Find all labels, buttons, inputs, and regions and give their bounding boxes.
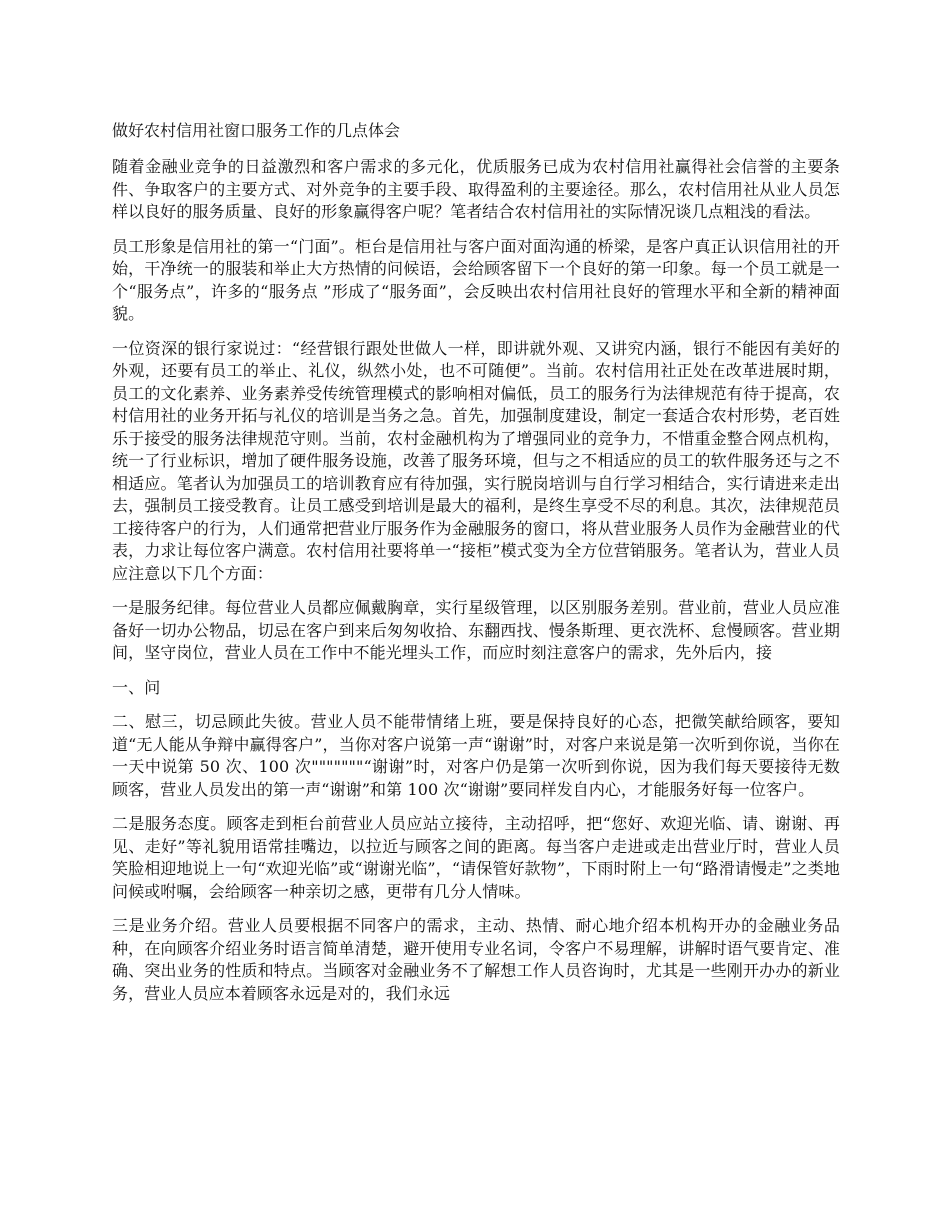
paragraph-service-attitude: 二是服务态度。顾客走到柜台前营业人员应站立接待，主动招呼，把“您好、欢迎光临、请、谢谢、再见、走好”等礼貌用语常挂嘴边，以拉近与顾客之间的距离。每当客户走进或走出营业厅时，营业人员笑脸相迎地说上一句“欢迎光临”或“谢谢光临”，“请保管好款物”，下雨时附上一句“路滑请慢走”之类地问候或咐嘱，会给顾客一种亲切之感，更带有几分人情味。 [112,814,840,901]
paragraph-service-discipline: 一是服务纪律。每位营业人员都应佩戴胸章，实行星级管理，以区别服务差别。营业前，营业人员应准备好一切办公物品，切忌在客户到来后匆匆收拾、东翻西找、慢条斯理、更衣洗杯、怠慢顾客。营业期间，坚守岗位，营业人员在工作中不能光埋头工作，而应时刻注意客户的需求，先外后内，接 [112,598,840,662]
paragraph-intro: 随着金融业竞争的日益激烈和客户需求的多元化，优质服务已成为农村信用社赢得社会信誉的主要条件、争取客户的主要方式、对外竞争的主要手段、取得盈利的主要途径。那么，农村信用社从业人员怎样以良好的服务质量、良好的形象赢得客户呢？笔者结合农村信用社的实际情况谈几点粗浅的看法。 [112,157,840,221]
document-page [112,118,840,1017]
paragraph-banker-quote: 一位资深的银行家说过：“经营银行跟处世做人一样，即讲就外观、又讲究内涵，银行不能因有美好的外观，还要有员工的举止、礼仪，纵然小处，也不可随便”。当前。农村信用社正处在改革进展时期，员工的文化素养、业务素养受传统管理模式的影响相对偏低，员工的服务行为法律规范有待于提高，农村信用社的业务开拓与礼仪的培训是当务之急。首先，加强制度建设，制定一套适合农村形势，老百姓乐于接受的服务法律规范守则。当前，农村金融机构为了增强同业的竞争力，不惜重金整合网点机构，统一了行业标识，增加了硬件服务设施，改善了服务环境，但与之不相适应的员工的软件服务还与之不相适应。笔者认为加强员工的培训教育应有待加强，实行脱岗培训与自行学习相结合，实行请进来走出去，强制员工接受教育。让员工感受到培训是最大的福利，是终生享受不尽的利息。其次，法律规范员工接待客户的行为，人们通常把营业厅服务作为金融服务的窗口，将从营业服务人员作为金融营业的代表，力求让每位客户满意。农村信用社要将单一“接柜”模式变为全方位营销服务。笔者认为，营业人员应注意以下几个方面： [112,338,840,583]
paragraph-mood: 二、慰三，切忌顾此失彼。营业人员不能带情绪上班，要是保持良好的心态，把微笑献给顾客，要知道“无人能从争辩中赢得客户”，当你对客户说第一声“谢谢”时，对客户来说是第一次听到你说，当你在一天中说第 50 次、100 次"""""""“谢谢”时，对客户仍是第一次听到你说，因为我们每天要接待无数顾客，营业人员发出的第一声“谢谢”和第 100 次“谢谢”要同样发自内心，才能服务好每一位客户。 [112,712,840,799]
paragraph-business-intro: 三是业务介绍。营业人员要根据不同客户的需求，主动、热情、耐心地介绍本机构开办的金融业务品种，在向顾客介绍业务时语言简单清楚，避开使用专业名词，令客户不易理解，讲解时语气要肯定、准确、突出业务的性质和特点。当顾客对金融业务不了解想工作人员咨询时，尤其是一些刚开办办的新业务，营业人员应本着顾客永远是对的，我们永远 [112,916,840,1003]
paragraph-fragment-ask: 一、问 [112,677,161,697]
paragraph-staff-image: 员工形象是信用社的第一“门面”。柜台是信用社与客户面对面沟通的桥梁，是客户真正认识信用社的开始，干净统一的服装和举止大方热情的问候语，会给顾客留下一个良好的第一印象。每一个员工就是一个“服务点”，许多的“服务点 ”形成了“服务面”，会反映出农村信用社良好的管理水平和全新的精神面貌。 [112,236,840,323]
document-title: 做好农村信用社窗口服务工作的几点体会 [112,121,401,140]
